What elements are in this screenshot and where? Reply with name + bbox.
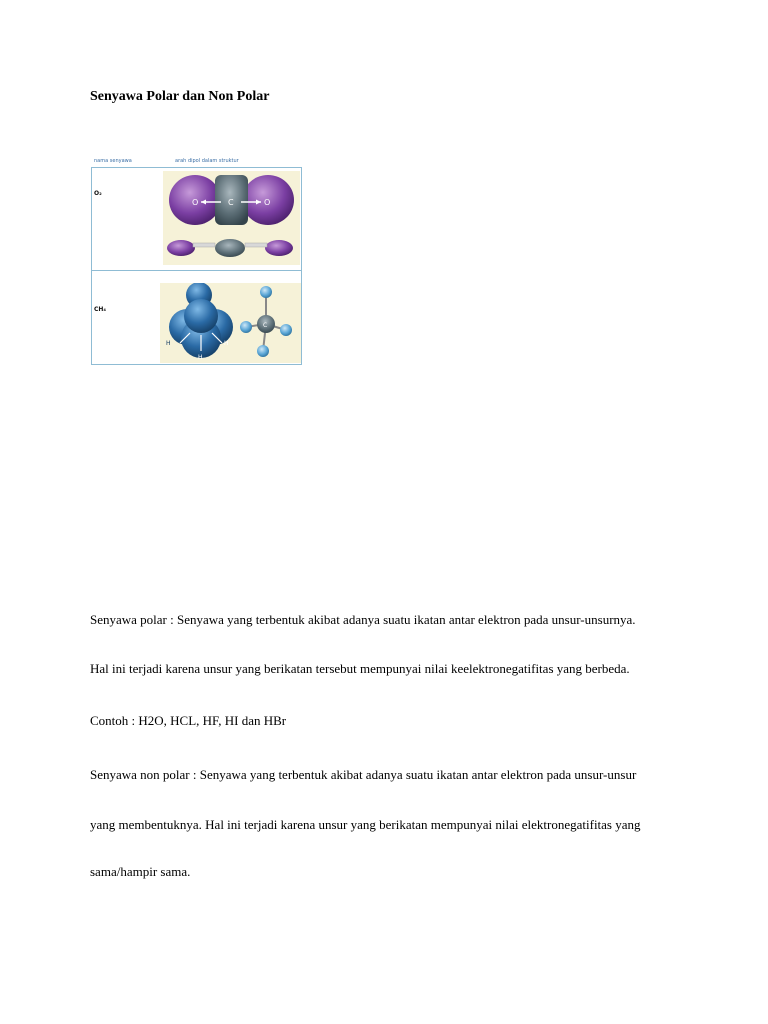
co2-molecule-illustration bbox=[163, 171, 300, 265]
figure-header bbox=[91, 155, 302, 167]
row-divider bbox=[92, 270, 301, 271]
page-title: Senyawa Polar dan Non Polar bbox=[90, 89, 270, 104]
co2-dipole-model bbox=[167, 239, 293, 257]
atom-label-h-bottom: H bbox=[198, 354, 203, 361]
atom-label-o-right: O bbox=[264, 198, 271, 207]
paragraph-nonpolar-definition: Senyawa non polar : Senyawa yang terbentuk akibat adanya suatu ikatan antar elektron pada unsur-unsur bbox=[90, 767, 637, 782]
atom-label-h-right: H bbox=[224, 340, 229, 347]
co2-space-filling-model bbox=[169, 175, 294, 225]
compound-label-ch4: CH₄ bbox=[94, 306, 107, 313]
paragraph-polar-definition: Senyawa polar : Senyawa yang terbentuk akibat adanya suatu ikatan antar elektron pada unsur-unsurnya. bbox=[90, 612, 636, 627]
atom-label-c: C bbox=[228, 198, 234, 207]
compound-label-o2: O₂ bbox=[94, 190, 102, 197]
polarity-figure bbox=[91, 155, 302, 365]
ch4-ball-and-stick-model bbox=[240, 286, 292, 357]
ch4-space-filling-model bbox=[166, 283, 233, 361]
co2-model-image bbox=[163, 171, 300, 265]
paragraph-polar-reason: Hal ini terjadi karena unsur yang berikatan tersebut mempunyai nilai keelektronegatifitas yang berbeda. bbox=[90, 661, 630, 676]
ch4-molecule-illustration bbox=[160, 283, 301, 363]
column-header-dipole-direction: arah dipol dalam struktur bbox=[175, 158, 239, 164]
paragraph-nonpolar-reason: yang membentuknya. Hal ini terjadi karena unsur yang berikatan mempunyai nilai elektronegatifitas yang bbox=[90, 817, 641, 832]
atom-label-c-ch4: C bbox=[263, 322, 268, 329]
atom-label-o-left: O bbox=[192, 198, 199, 207]
column-header-compound-name: nama senyawa bbox=[94, 158, 132, 164]
figure-table bbox=[91, 167, 302, 365]
paragraph-polar-examples: Contoh : H2O, HCL, HF, HI dan HBr bbox=[90, 713, 287, 728]
paragraph-nonpolar-end: sama/hampir sama. bbox=[90, 864, 191, 879]
atom-label-h-left: H bbox=[166, 340, 171, 347]
ch4-model-image bbox=[160, 283, 301, 363]
